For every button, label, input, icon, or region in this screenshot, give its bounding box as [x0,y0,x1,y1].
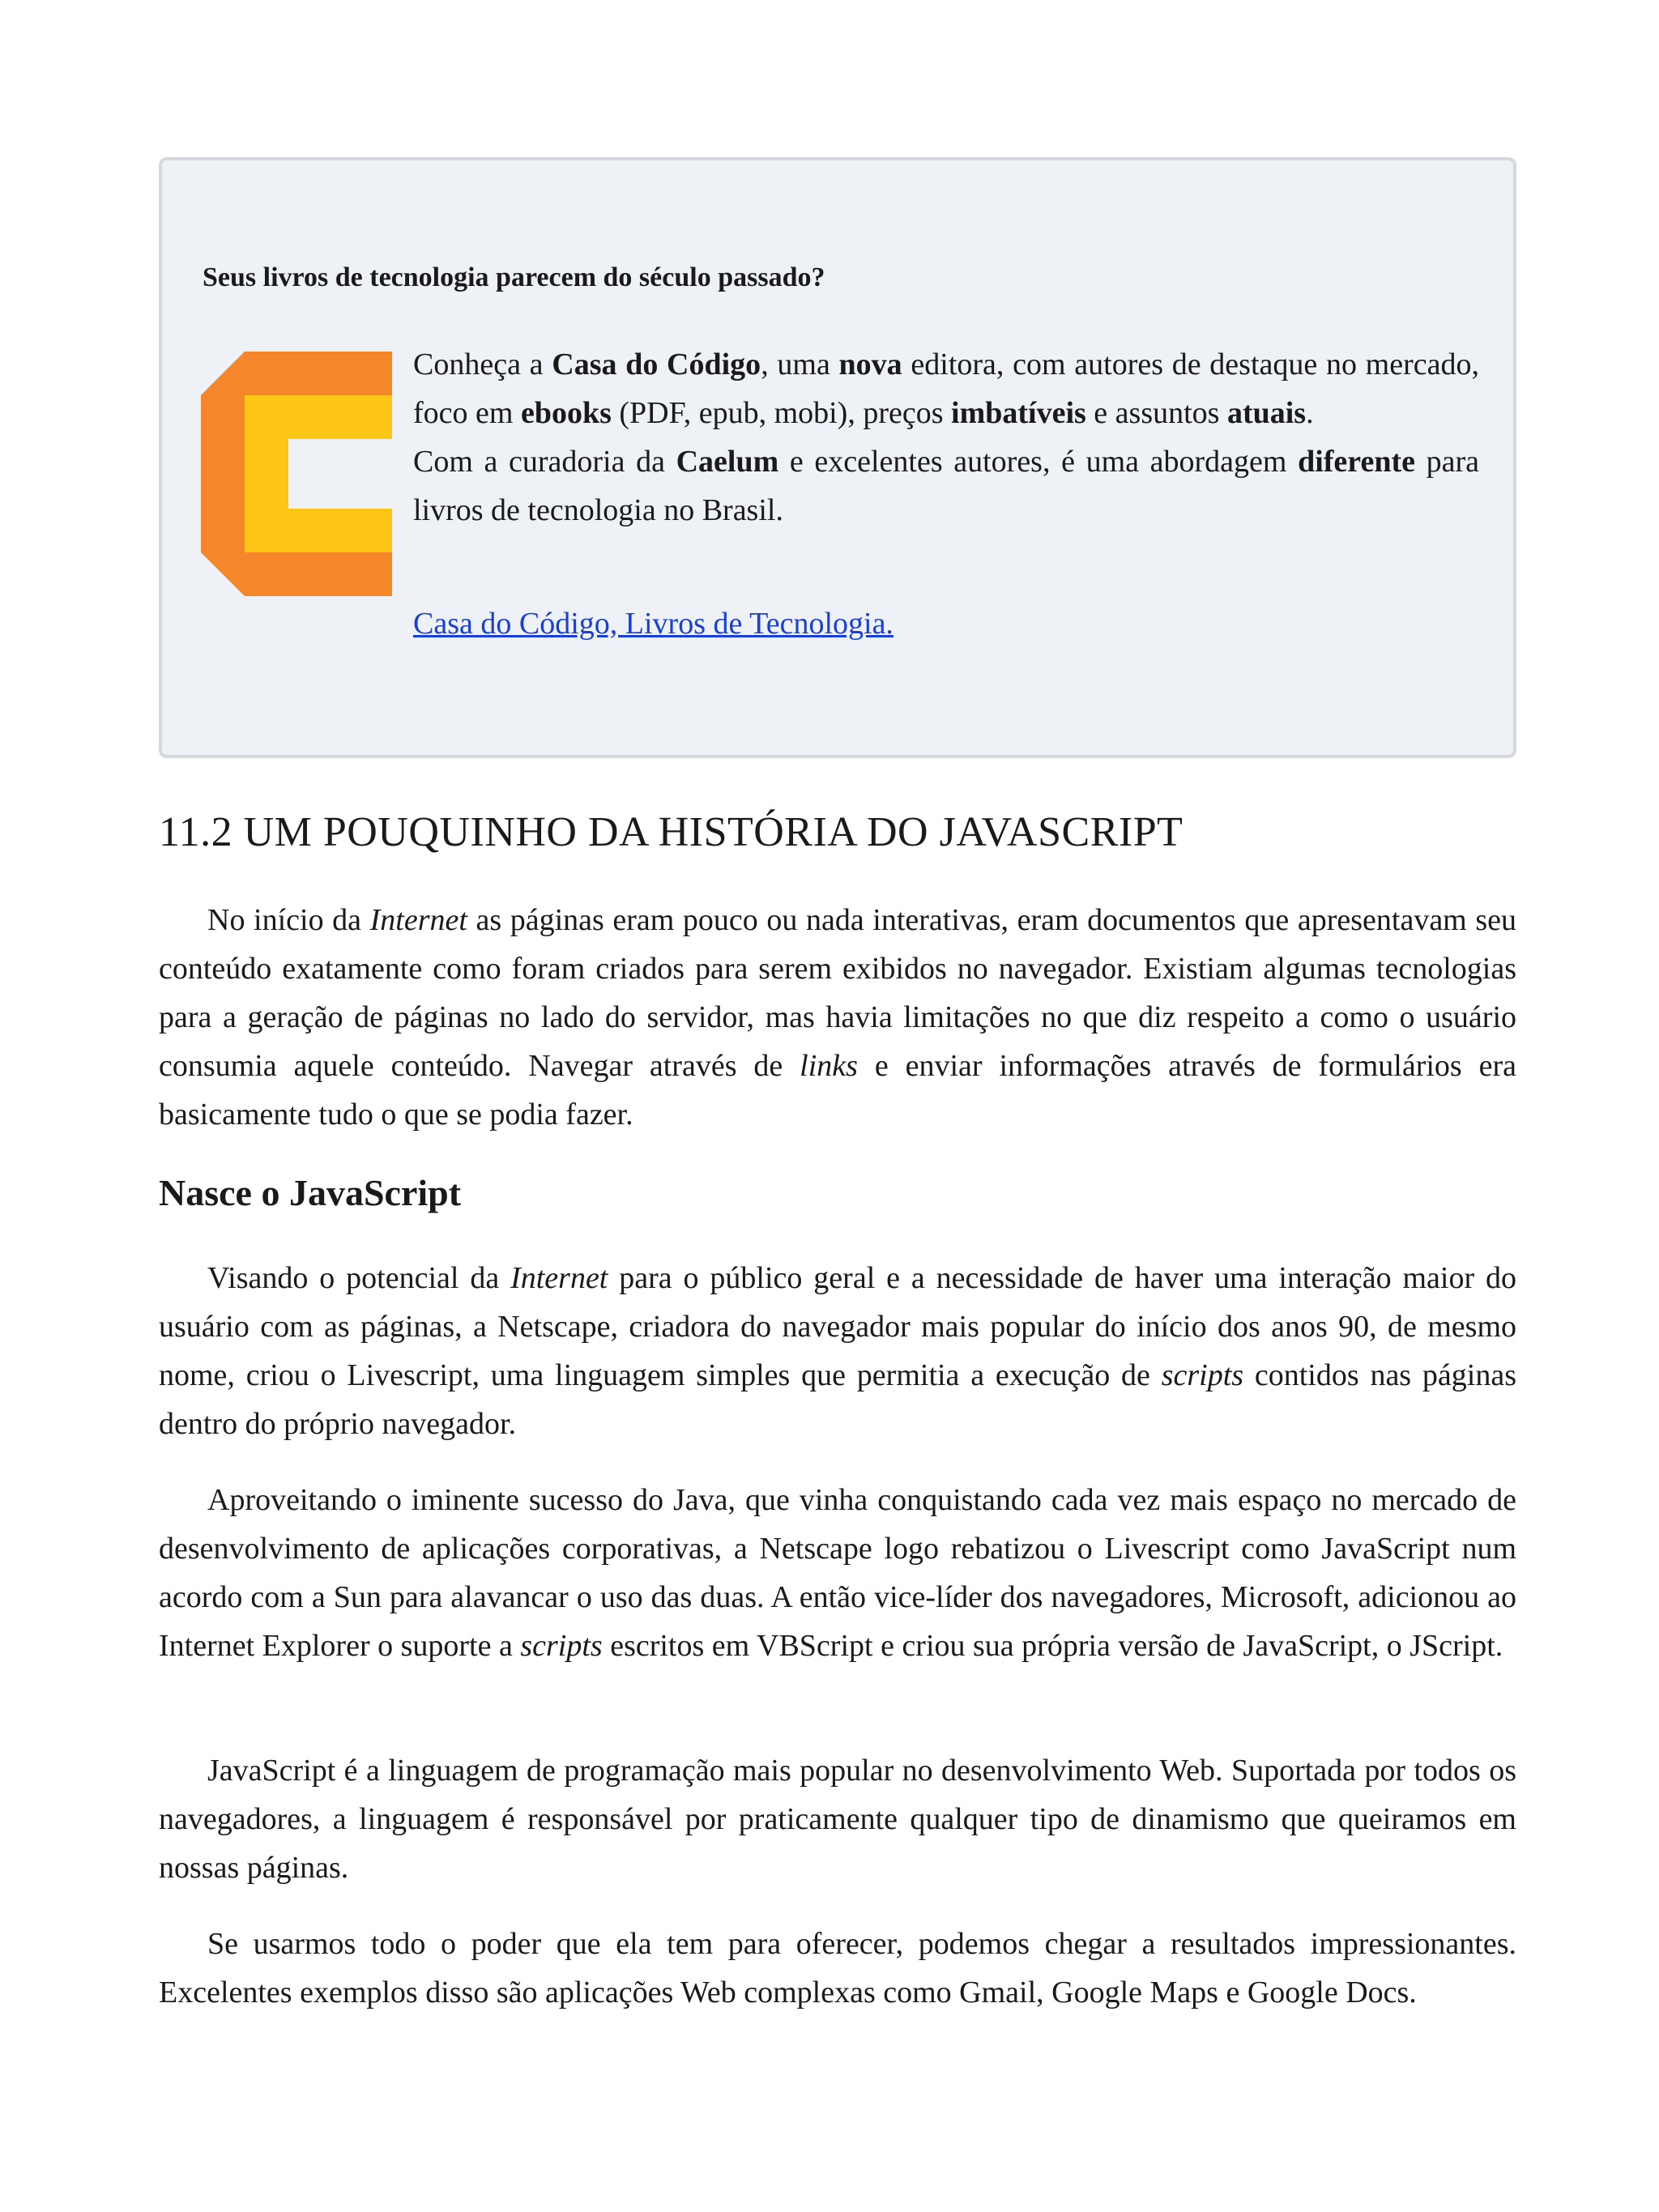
ad-bold-text: nova [838,347,902,381]
paragraph-4: JavaScript é a linguagem de programação mais popular no desenvolvimento Web. Suportada por todos os navegadores, a linguagem é responsável por praticamente qualquer tipo de dinamismo que queiramos em nossas páginas. [159,1754,1516,1885]
ad-bold-text: atuais [1226,396,1307,430]
paragraph-5: Se usarmos todo o poder que ela tem para oferecer, podemos chegar a resultados impressionantes. Excelentes exemplos disso são aplicações Web complexas como Gmail, Google Maps e Google Docs. [159,1927,1516,2010]
ad-bold-text: Caelum [676,445,779,479]
ad-paragraph-1 [413,340,1479,437]
ad-text: (PDF, epub, mobi), preços [611,396,952,430]
ad-text: . [1306,396,1314,430]
text: as páginas eram pouco ou nada interativas, eram documentos que apresentavam seu conteúdo exatamente como foram criados para serem exibidos no navegador. Existiam algumas tecnologias para a geração de páginas no lado do servidor, mas havia limitações no que diz respeito a como o usuário consumia aquele conteúdo. Navegar através de [159,903,1516,1083]
italic-text: Internet [510,1261,608,1295]
casa-do-codigo-logo [201,352,392,596]
ad-bold-text: diferente [1298,445,1415,479]
italic-text: scripts [520,1629,603,1663]
ad-bold-text: ebooks [520,396,612,430]
paragraph-1 [159,896,1516,1139]
text: e enviar informações através de formulários era basicamente tudo o que se podia fazer. [159,1049,1517,1132]
ad-title: Seus livros de tecnologia parecem do século passado? [203,262,825,292]
ad-text: e excelentes autores, é uma abordagem [778,445,1299,479]
italic-text: Internet [369,903,467,937]
italic-text: scripts [1161,1358,1244,1392]
paragraph-3 [159,1476,1516,1670]
ad-text: Conheça a [413,347,552,381]
text: No início da [207,903,370,937]
ad-text: , uma [761,347,839,381]
text: para o público geral e a necessidade de haver uma interação maior do usuário com as páginas, a Netscape, criadora do navegador mais popular do início dos anos 90, de mesmo nome, criou o Livescript, uma linguagem simples que permitia a execução de [159,1261,1516,1392]
text: escritos em VBScript e criou sua própria versão de JavaScript, o JScript. [602,1629,1503,1663]
ad-text: Com a curadoria da [413,445,676,479]
text: Aproveitando o iminente sucesso do Java, que vinha conquistando cada vez mais espaço no mercado de desenvolvimento de aplicações corporativas, a Netscape logo rebatizou o Livescript como JavaScript num acordo com a Sun para alavancar o uso das duas. A então vice-líder dos navegadores, Microsoft, adicionou ao Internet Explorer o suporte a [159,1483,1516,1663]
ad-text: editora, com autores de destaque no mercado, foco em [413,347,1479,430]
ad-bold-text: Casa do Código [552,347,761,381]
section-title: 11.2 UM POUQUINHO DA HISTÓRIA DO JAVASCRIPT [159,809,1183,855]
casa-do-codigo-link[interactable]: Casa do Código, Livros de Tecnologia. [413,607,893,641]
text: contidos nas páginas dentro do próprio navegador. [159,1358,1516,1441]
subheading: Nasce o JavaScript [159,1172,462,1213]
logo-cutout-shape [288,439,392,509]
paragraph-2 [159,1254,1516,1448]
ad-bold-text: imbatíveis [951,396,1086,430]
ad-body [413,340,1479,535]
ad-paragraph-2 [413,437,1479,535]
text: Visando o potencial da [207,1261,511,1295]
italic-text: links [800,1049,858,1083]
ad-text: para livros de tecnologia no Brasil. [413,445,1480,527]
ad-box [159,157,1516,758]
ad-text: e assuntos [1085,396,1227,430]
